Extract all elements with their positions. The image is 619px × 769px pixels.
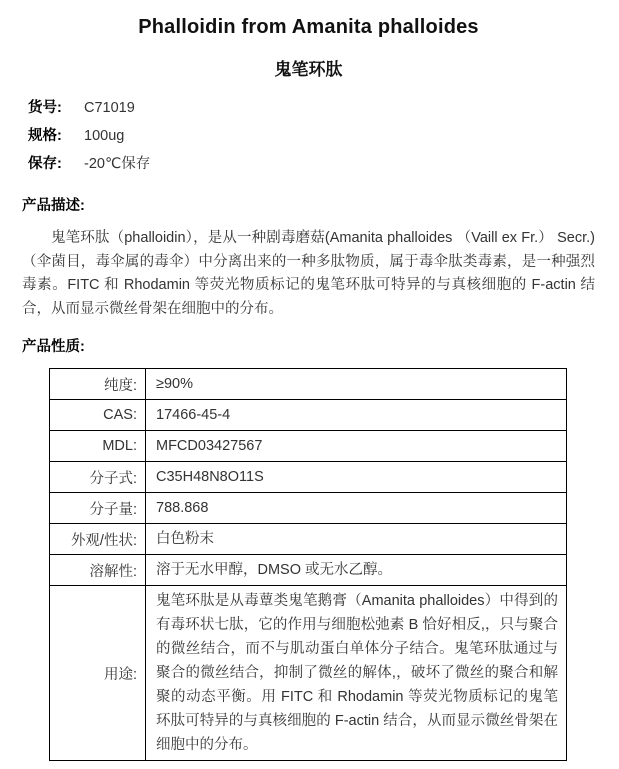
package-size-value: 100ug — [84, 128, 125, 144]
table-row-molecular-weight — [50, 493, 567, 524]
usage-value: 鬼笔环肽是从毒蕈类鬼笔鹅膏（Amanita phalloides）中得到的有毒环状七肽，它的作用与细胞松弛素 B 恰好相反,，只与聚合的微丝结合，而不与肌动蛋白单体分子结合。鬼笔环肽通过与聚合的微丝结合，抑制了微丝的解体,，破坏了微丝的聚合和解聚的动态平衡。用 FITC 和 Rhodamin 等荧光物质标记的鬼笔环肽可特异的与真核细胞的 F-actin 结合，从而显示微丝骨架在细胞中的分布。 — [146, 586, 567, 761]
table-row-solubility — [50, 555, 567, 586]
catalog-number-label: 货号: — [28, 100, 62, 116]
properties-table — [49, 368, 567, 761]
usage-label: 用途: — [50, 586, 146, 761]
package-size-label: 规格: — [28, 128, 62, 144]
appearance-label: 外观/性状: — [50, 524, 146, 555]
storage-label: 保存: — [28, 156, 62, 172]
storage-value: -20℃保存 — [84, 156, 151, 172]
cas-label: CAS: — [50, 400, 146, 431]
mdl-label: MDL: — [50, 431, 146, 462]
info-row-storage — [22, 152, 595, 180]
purity-label: 纯度: — [50, 369, 146, 400]
table-row-cas — [50, 400, 567, 431]
solubility-value: 溶于无水甲醇，DMSO 或无水乙醇。 — [146, 555, 567, 586]
catalog-number-value: C71019 — [84, 100, 135, 116]
table-row-appearance — [50, 524, 567, 555]
table-row-usage — [50, 586, 567, 761]
product-info-block — [22, 96, 595, 180]
solubility-label: 溶解性: — [50, 555, 146, 586]
table-row-molecular-formula — [50, 462, 567, 493]
cas-value: 17466-45-4 — [146, 400, 567, 431]
molecular-formula-value: C35H48N8O11S — [146, 462, 567, 493]
properties-heading: 产品性质: — [22, 339, 85, 355]
page-title-english: Phalloidin from Amanita phalloides — [138, 16, 479, 38]
purity-value: ≥90% — [146, 369, 567, 400]
info-row-size — [22, 124, 595, 152]
description-heading: 产品描述: — [22, 198, 85, 214]
molecular-weight-value: 788.868 — [146, 493, 567, 524]
appearance-value: 白色粉末 — [146, 524, 567, 555]
table-row-mdl — [50, 431, 567, 462]
molecular-formula-label: 分子式: — [50, 462, 146, 493]
description-paragraph: 鬼笔环肽（phalloidin），是从一种剧毒磨菇(Amanita phalloides （Vaill ex Fr.） Secr.)（伞菌目，毒伞属的毒伞）中分离出来的一种多肽物质，属于毒伞肽类毒素，是一种强烈毒素。FITC 和 Rhodamin 等荧光物质标记的鬼笔环肽可特异的与真核细胞的 F-actin 结合，从而显示微丝骨架在细胞中的分布。 — [22, 230, 595, 317]
page-title-chinese: 鬼笔环肽 — [274, 60, 343, 79]
molecular-weight-label: 分子量: — [50, 493, 146, 524]
mdl-value: MFCD03427567 — [146, 431, 567, 462]
table-row-purity — [50, 369, 567, 400]
info-row-catalog — [22, 96, 595, 124]
